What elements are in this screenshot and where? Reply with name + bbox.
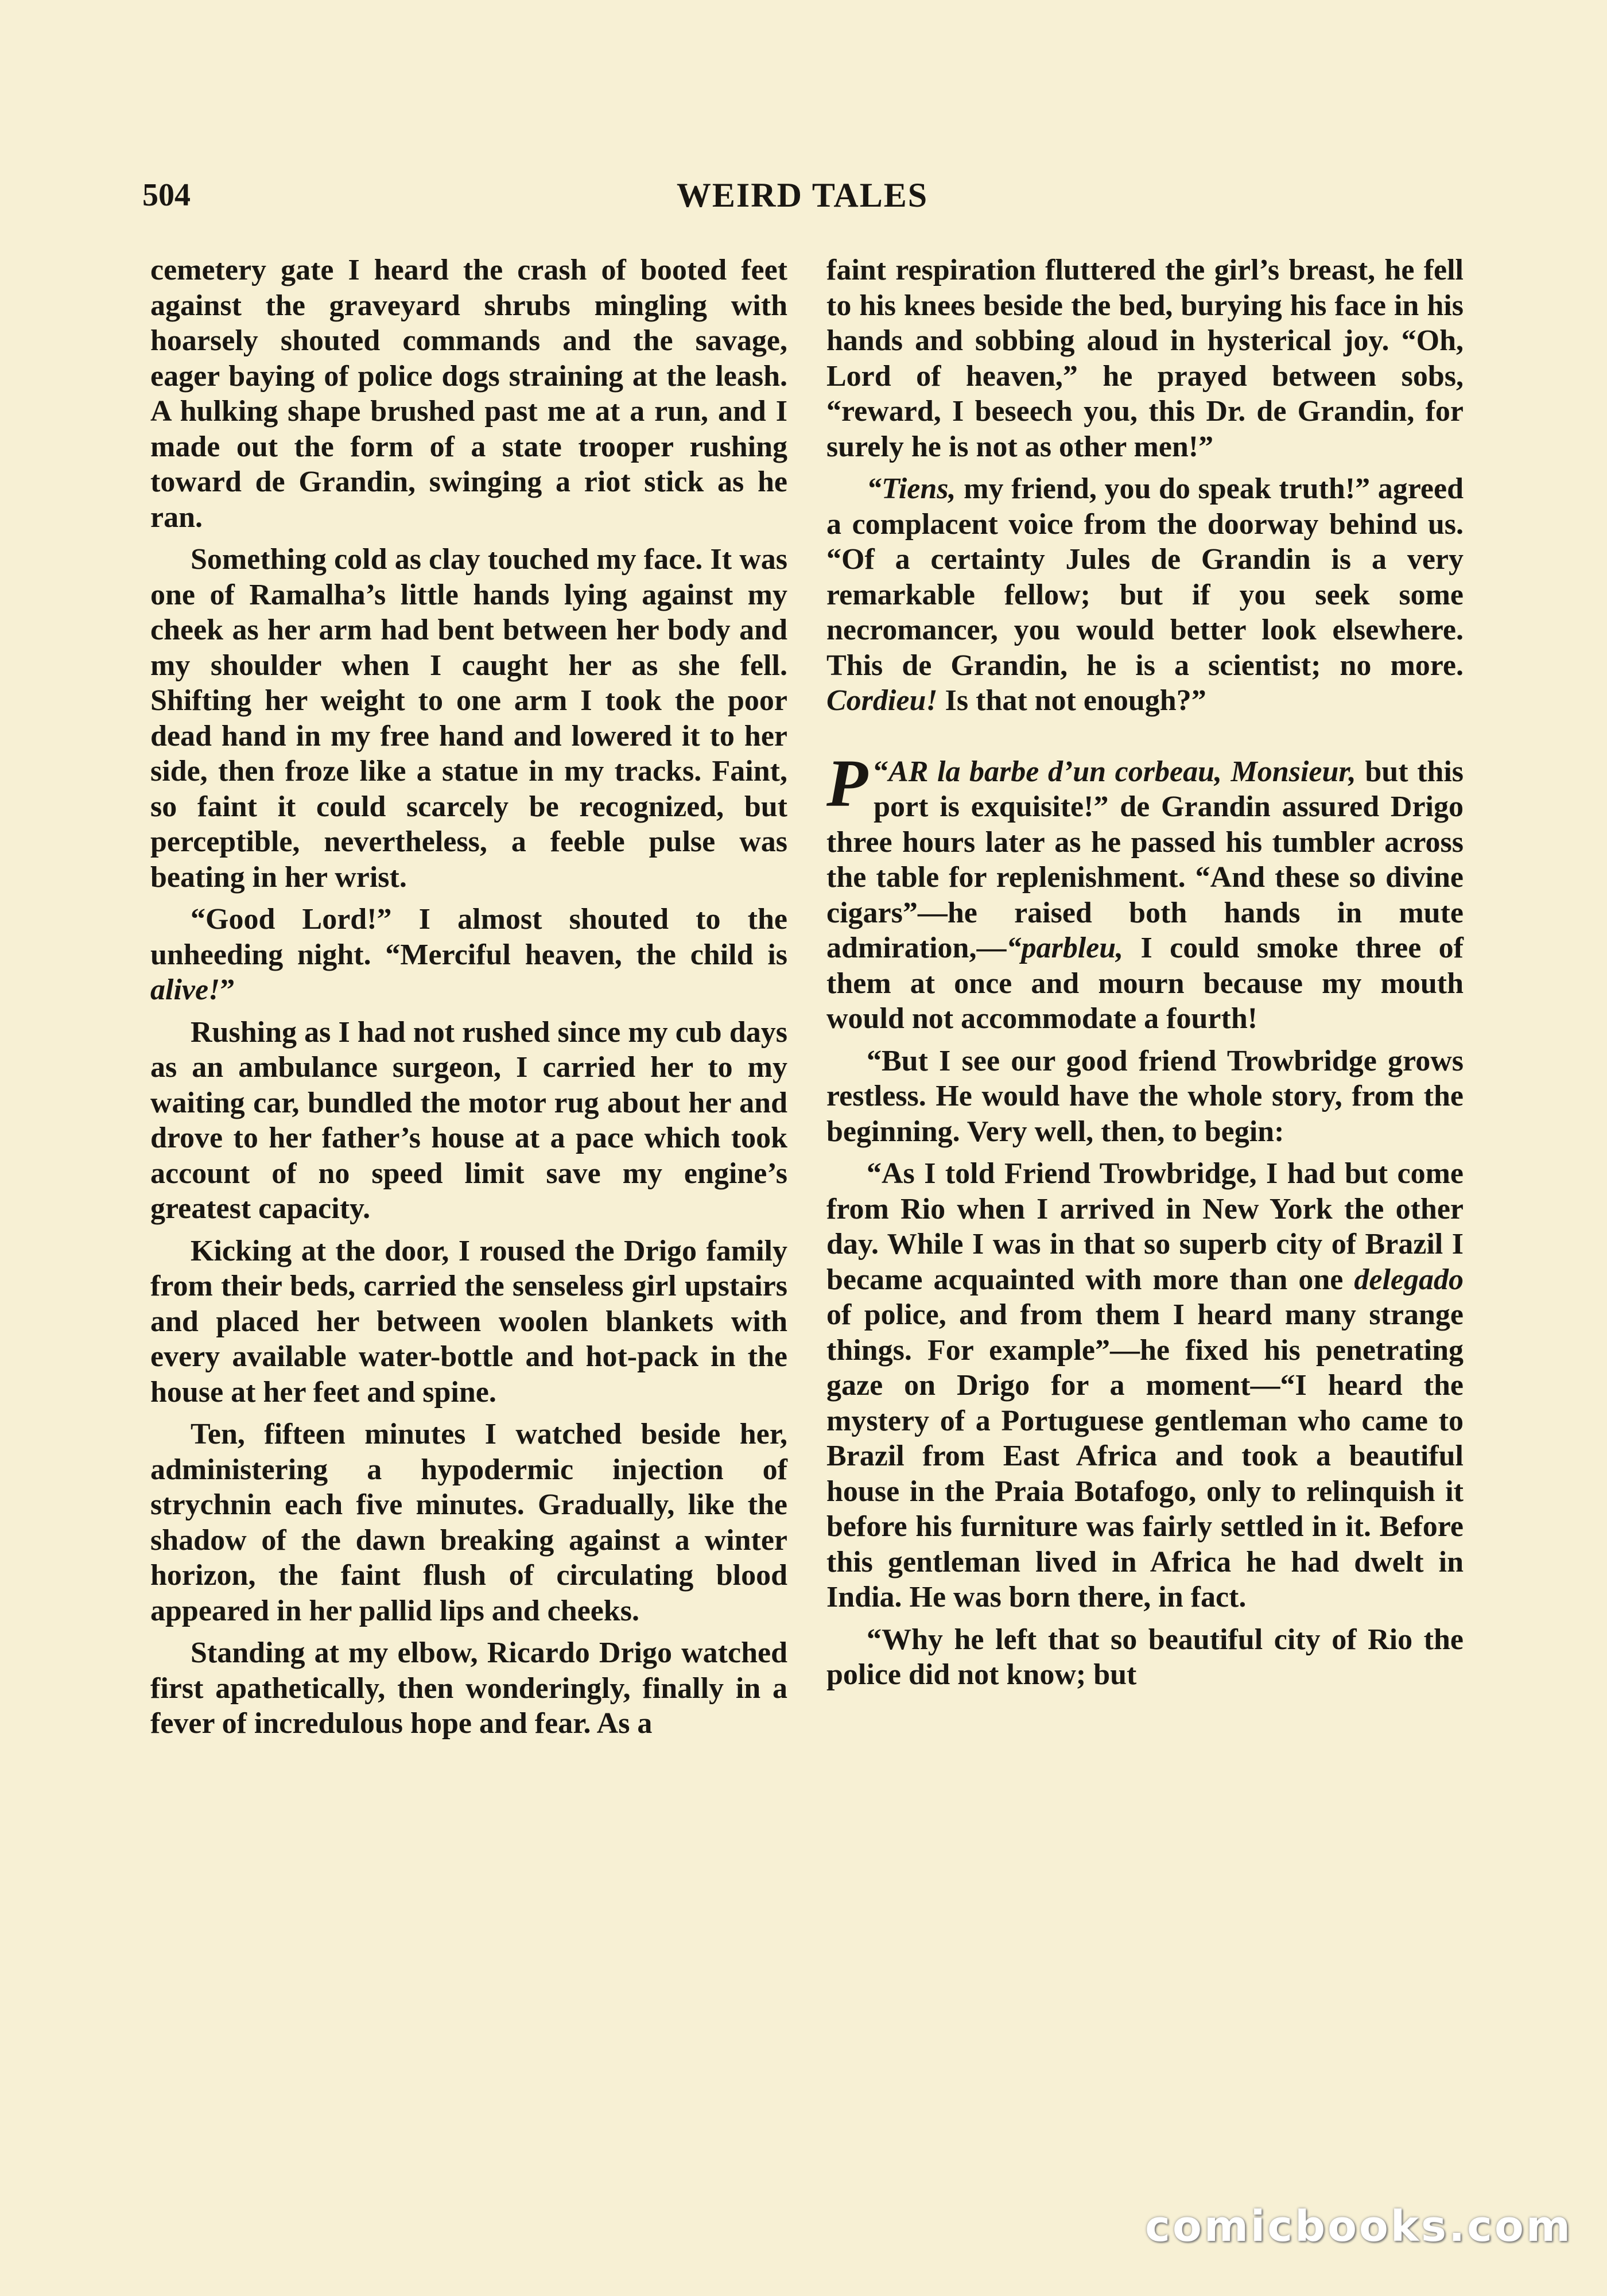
italic-text: alive! [150, 974, 220, 1006]
running-title: WEIRD TALES [676, 176, 929, 214]
italic-text: AR la barbe d’un corbeau, Monsieur, [888, 755, 1356, 788]
text-run: but this port is exquisite!” de Grandin assured Drigo three hours later as he passed his tumbler across the table for replenishment. “And these so divine cigars”—he raised both hands in mute admiration,— [826, 755, 1464, 964]
text-run: “Good Lord!” I almost shouted to the unheeding night. “Merciful heaven, the child is [150, 903, 787, 971]
italic-text: delegado [1354, 1263, 1464, 1296]
left-column [150, 253, 787, 1748]
paragraph [150, 902, 787, 1008]
right-column [826, 253, 1464, 1700]
paragraph: Ten, fifteen minutes I watched beside her, administering a hypodermic injection of strychnin each five minutes. Gradually, like the shadow of the dawn breaking against a winter horizon, the faint flush of circulating blood appeared in her pallid lips and cheeks. [150, 1418, 787, 1627]
text-run: “As I told Friend Trowbridge, I had but come from Rio when I arrived in New York the other day. While I was in that so superb city of Brazil I became acquainted with more than one [826, 1157, 1464, 1296]
paragraph: faint respiration fluttered the girl’s breast, he fell to his knees beside the bed, burying his face in his hands and sobbing aloud in hysterical joy. “Oh, Lord of heaven,” he prayed between sobs, “reward, I beseech you, this Dr. de Grandin, for surely he is not as other men!” [826, 254, 1464, 463]
text-run: ” [220, 974, 235, 1006]
page-header [142, 172, 1462, 218]
italic-text: “Tiens, [867, 472, 956, 505]
drop-cap: P [826, 745, 868, 821]
text-run: I could smoke three of them at once and mourn because my mouth would not accommodate a fourth! [826, 932, 1464, 1035]
paragraph: Standing at my elbow, Ricardo Drigo watched first apathetically, then wonderingly, finally in a fever of incredulous hope and fear. As a [150, 1636, 787, 1740]
watermark: comicbooks.com [1145, 2202, 1573, 2251]
section-start-paragraph [826, 745, 1464, 1037]
text-run: of police, and from them I heard many strange things. For example”—he fixed his penetrating gaze on Drigo for a moment—“I heard the mystery of a Portuguese gentleman who came to Brazil from East Africa and took a beautiful house in the Praia Botafogo, only to relinquish it before his furniture was fairly settled in it. Before this gentleman lived in Africa he had dwelt in India. He was born there, in fact. [826, 1298, 1464, 1614]
paragraph: Rushing as I had not rushed since my cub days as an ambulance surgeon, I carried her to my waiting car, bundled the motor rug about her and drove to her father’s house at a pace which took account of no speed limit save my engine’s greatest capacity. [150, 1015, 787, 1225]
page-number: 504 [142, 177, 191, 213]
text-run: my friend, you do speak truth!” agreed a complacent voice from the doorway behind us. “Of a certainty Jules de Grandin is a very remarkable fellow; but if you seek some necromancer, you would better look elsewhere. This de Grandin, he is a scientist; no more. [826, 472, 1464, 682]
paragraph: cemetery gate I heard the crash of booted feet against the graveyard shrubs mingling with hoarsely shouted commands and the savage, eager baying of police dogs straining at the leash. A hulking shape brushed past me at a run, and I made out the form of a state trooper rushing toward de Grandin, swinging a riot stick as he ran. [150, 254, 787, 534]
paragraph: “But I see our good friend Trowbridge grows restless. He would have the whole story, from the beginning. Very well, then, to begin: [826, 1044, 1464, 1148]
paragraph [826, 1156, 1464, 1615]
paragraph [826, 471, 1464, 719]
paragraph: “Why he left that so beautiful city of Rio the police did not know; but [826, 1623, 1464, 1691]
italic-text: “parbleu, [1006, 932, 1124, 964]
paragraph: Kicking at the door, I roused the Drigo family from their beds, carried the senseless girl upstairs and placed her between woolen blankets with every available water-bottle and hot-pack in the house at her feet and spine. [150, 1234, 787, 1409]
italic-text: Cordieu! [826, 684, 938, 717]
text-run: Is that not enough?” [937, 684, 1206, 717]
paragraph: Something cold as clay touched my face. It was one of Ramalha’s little hands lying against my cheek as her arm had bent between her body and my shoulder when I caught her as she fell. Shifting her weight to one arm I took the poor dead hand in my free hand and lowered it to her side, then froze like a statue in my tracks. Faint, so faint it could scarcely be recognized, but perceptible, nevertheless, a feeble pulse was beating in her wrist. [150, 543, 787, 894]
opening-quote: “ [874, 755, 889, 788]
